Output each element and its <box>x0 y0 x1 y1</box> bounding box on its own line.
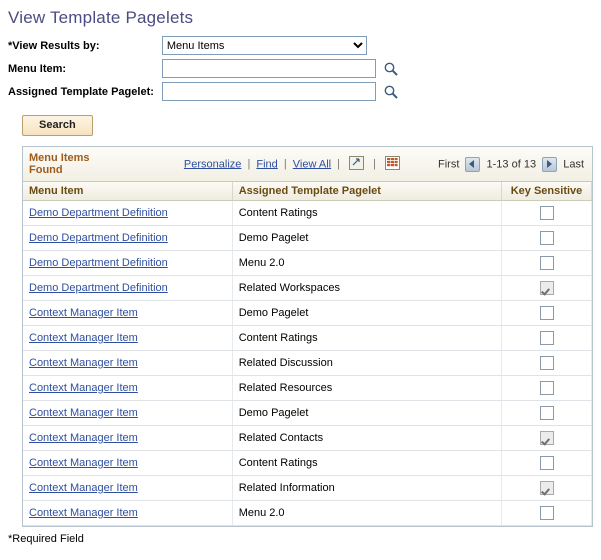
menu-item-link[interactable]: Demo Department Definition <box>29 257 168 269</box>
key-sensitive-checkbox[interactable] <box>540 256 554 270</box>
prev-arrow-icon[interactable] <box>465 157 480 172</box>
column-header-key-sensitive[interactable]: Key Sensitive <box>502 182 592 201</box>
cell-key-sensitive <box>502 251 592 276</box>
separator: | <box>283 157 287 170</box>
cell-menu-item <box>23 251 232 276</box>
key-sensitive-checkbox[interactable] <box>540 456 554 470</box>
criteria-row-view-results-by <box>8 34 399 57</box>
key-sensitive-checkbox[interactable] <box>540 406 554 420</box>
cell-menu-item <box>23 226 232 251</box>
menu-item-link[interactable]: Context Manager Item <box>29 457 138 469</box>
separator: | <box>337 157 341 170</box>
menu-item-link[interactable]: Demo Department Definition <box>29 207 168 219</box>
view-all-link[interactable]: View All <box>292 157 332 170</box>
row-range: 1-13 of 13 <box>486 157 537 170</box>
key-sensitive-checkbox[interactable] <box>540 431 554 445</box>
cell-pagelet: Related Information <box>232 476 501 501</box>
cell-key-sensitive <box>502 201 592 226</box>
personalize-link[interactable]: Personalize <box>183 157 242 170</box>
results-table-body <box>23 201 592 526</box>
magnifier-icon[interactable] <box>383 84 399 100</box>
cell-menu-item <box>23 276 232 301</box>
expand-grid-icon[interactable] <box>349 156 364 173</box>
cell-key-sensitive <box>502 426 592 451</box>
menu-item-link[interactable]: Context Manager Item <box>29 332 138 344</box>
table-row <box>23 476 592 501</box>
menu-item-link[interactable]: Demo Department Definition <box>29 282 168 294</box>
page-title: View Template Pagelets <box>8 8 194 27</box>
table-row <box>23 251 592 276</box>
table-row <box>23 376 592 401</box>
search-criteria <box>8 34 601 103</box>
key-sensitive-checkbox[interactable] <box>540 231 554 245</box>
cell-key-sensitive <box>502 476 592 501</box>
key-sensitive-checkbox[interactable] <box>540 506 554 520</box>
view-results-by-field-cell <box>162 34 399 57</box>
key-sensitive-checkbox[interactable] <box>540 206 554 220</box>
menu-item-link[interactable]: Context Manager Item <box>29 482 138 494</box>
menu-item-link[interactable]: Context Manager Item <box>29 357 138 369</box>
cell-key-sensitive <box>502 451 592 476</box>
key-sensitive-checkbox[interactable] <box>540 381 554 395</box>
grid-header <box>23 147 592 182</box>
cell-menu-item <box>23 451 232 476</box>
table-row <box>23 351 592 376</box>
cell-key-sensitive <box>502 376 592 401</box>
menu-item-link[interactable]: Context Manager Item <box>29 507 138 519</box>
table-row <box>23 276 592 301</box>
table-row <box>23 201 592 226</box>
cell-pagelet: Content Ratings <box>232 201 501 226</box>
table-header-row <box>23 182 592 201</box>
view-results-by-select[interactable] <box>162 36 367 55</box>
assigned-template-pagelet-input[interactable] <box>162 82 376 101</box>
cell-pagelet: Related Contacts <box>232 426 501 451</box>
table-row <box>23 326 592 351</box>
key-sensitive-checkbox[interactable] <box>540 281 554 295</box>
separator: | <box>373 157 377 170</box>
cell-pagelet: Related Workspaces <box>232 276 501 301</box>
grid-toolbar <box>149 156 438 173</box>
assigned-template-pagelet-field-cell <box>162 80 399 103</box>
cell-menu-item <box>23 301 232 326</box>
view-results-by-label-cell <box>8 34 162 57</box>
criteria-row-assigned-template-pagelet <box>8 80 399 103</box>
cell-menu-item <box>23 351 232 376</box>
magnifier-icon[interactable] <box>383 61 399 77</box>
cell-key-sensitive <box>502 401 592 426</box>
table-row <box>23 451 592 476</box>
download-spreadsheet-icon[interactable] <box>385 156 400 173</box>
cell-pagelet: Content Ratings <box>232 326 501 351</box>
grid-pagination <box>438 157 586 172</box>
find-link[interactable]: Find <box>256 157 278 170</box>
cell-key-sensitive <box>502 276 592 301</box>
grid-title-line1: Menu Items <box>29 152 90 164</box>
cell-menu-item <box>23 326 232 351</box>
menu-item-link[interactable]: Context Manager Item <box>29 407 138 419</box>
menu-item-link[interactable]: Context Manager Item <box>29 307 138 319</box>
table-row <box>23 426 592 451</box>
column-header-menu-item[interactable]: Menu Item <box>23 182 232 201</box>
cell-menu-item <box>23 426 232 451</box>
cell-key-sensitive <box>502 501 592 526</box>
cell-menu-item <box>23 501 232 526</box>
required-field-note: *Required Field <box>8 533 84 545</box>
cell-key-sensitive <box>502 351 592 376</box>
first-label[interactable]: First <box>438 157 460 170</box>
results-grid <box>22 146 593 527</box>
criteria-row-menu-item <box>8 57 399 80</box>
required-marker: * <box>8 39 13 52</box>
last-label[interactable]: Last <box>563 157 584 170</box>
menu-item-field-cell <box>162 57 399 80</box>
cell-pagelet: Related Resources <box>232 376 501 401</box>
grid-title-line2: Found <box>29 164 63 176</box>
key-sensitive-checkbox[interactable] <box>540 306 554 320</box>
cell-pagelet: Menu 2.0 <box>232 251 501 276</box>
next-arrow-icon[interactable] <box>542 157 557 172</box>
cell-pagelet: Demo Pagelet <box>232 401 501 426</box>
cell-menu-item <box>23 476 232 501</box>
key-sensitive-checkbox[interactable] <box>540 481 554 495</box>
cell-menu-item <box>23 201 232 226</box>
menu-item-label: Menu Item: <box>8 62 67 75</box>
cell-key-sensitive <box>502 326 592 351</box>
cell-pagelet: Menu 2.0 <box>232 501 501 526</box>
key-sensitive-checkbox[interactable] <box>540 356 554 370</box>
menu-item-link[interactable]: Context Manager Item <box>29 432 138 444</box>
table-row <box>23 401 592 426</box>
search-button[interactable]: Search <box>22 115 93 136</box>
cell-key-sensitive <box>502 226 592 251</box>
cell-pagelet: Demo Pagelet <box>232 226 501 251</box>
cell-menu-item <box>23 401 232 426</box>
assigned-template-pagelet-label: Assigned Template Pagelet: <box>8 85 154 98</box>
cell-key-sensitive <box>502 301 592 326</box>
cell-pagelet: Demo Pagelet <box>232 301 501 326</box>
cell-pagelet: Content Ratings <box>232 451 501 476</box>
key-sensitive-checkbox[interactable] <box>540 331 554 345</box>
grid-title <box>29 152 149 176</box>
menu-item-link[interactable]: Context Manager Item <box>29 382 138 394</box>
view-results-by-label: View Results by: <box>12 39 100 52</box>
menu-item-link[interactable]: Demo Department Definition <box>29 232 168 244</box>
table-row <box>23 501 592 526</box>
results-table <box>23 182 592 526</box>
cell-menu-item <box>23 376 232 401</box>
view-template-pagelets-page <box>0 8 601 560</box>
separator: | <box>247 157 251 170</box>
cell-pagelet: Related Discussion <box>232 351 501 376</box>
table-row <box>23 226 592 251</box>
menu-item-input[interactable] <box>162 59 376 78</box>
table-row <box>23 301 592 326</box>
column-header-assigned-template-pagelet[interactable]: Assigned Template Pagelet <box>232 182 501 201</box>
